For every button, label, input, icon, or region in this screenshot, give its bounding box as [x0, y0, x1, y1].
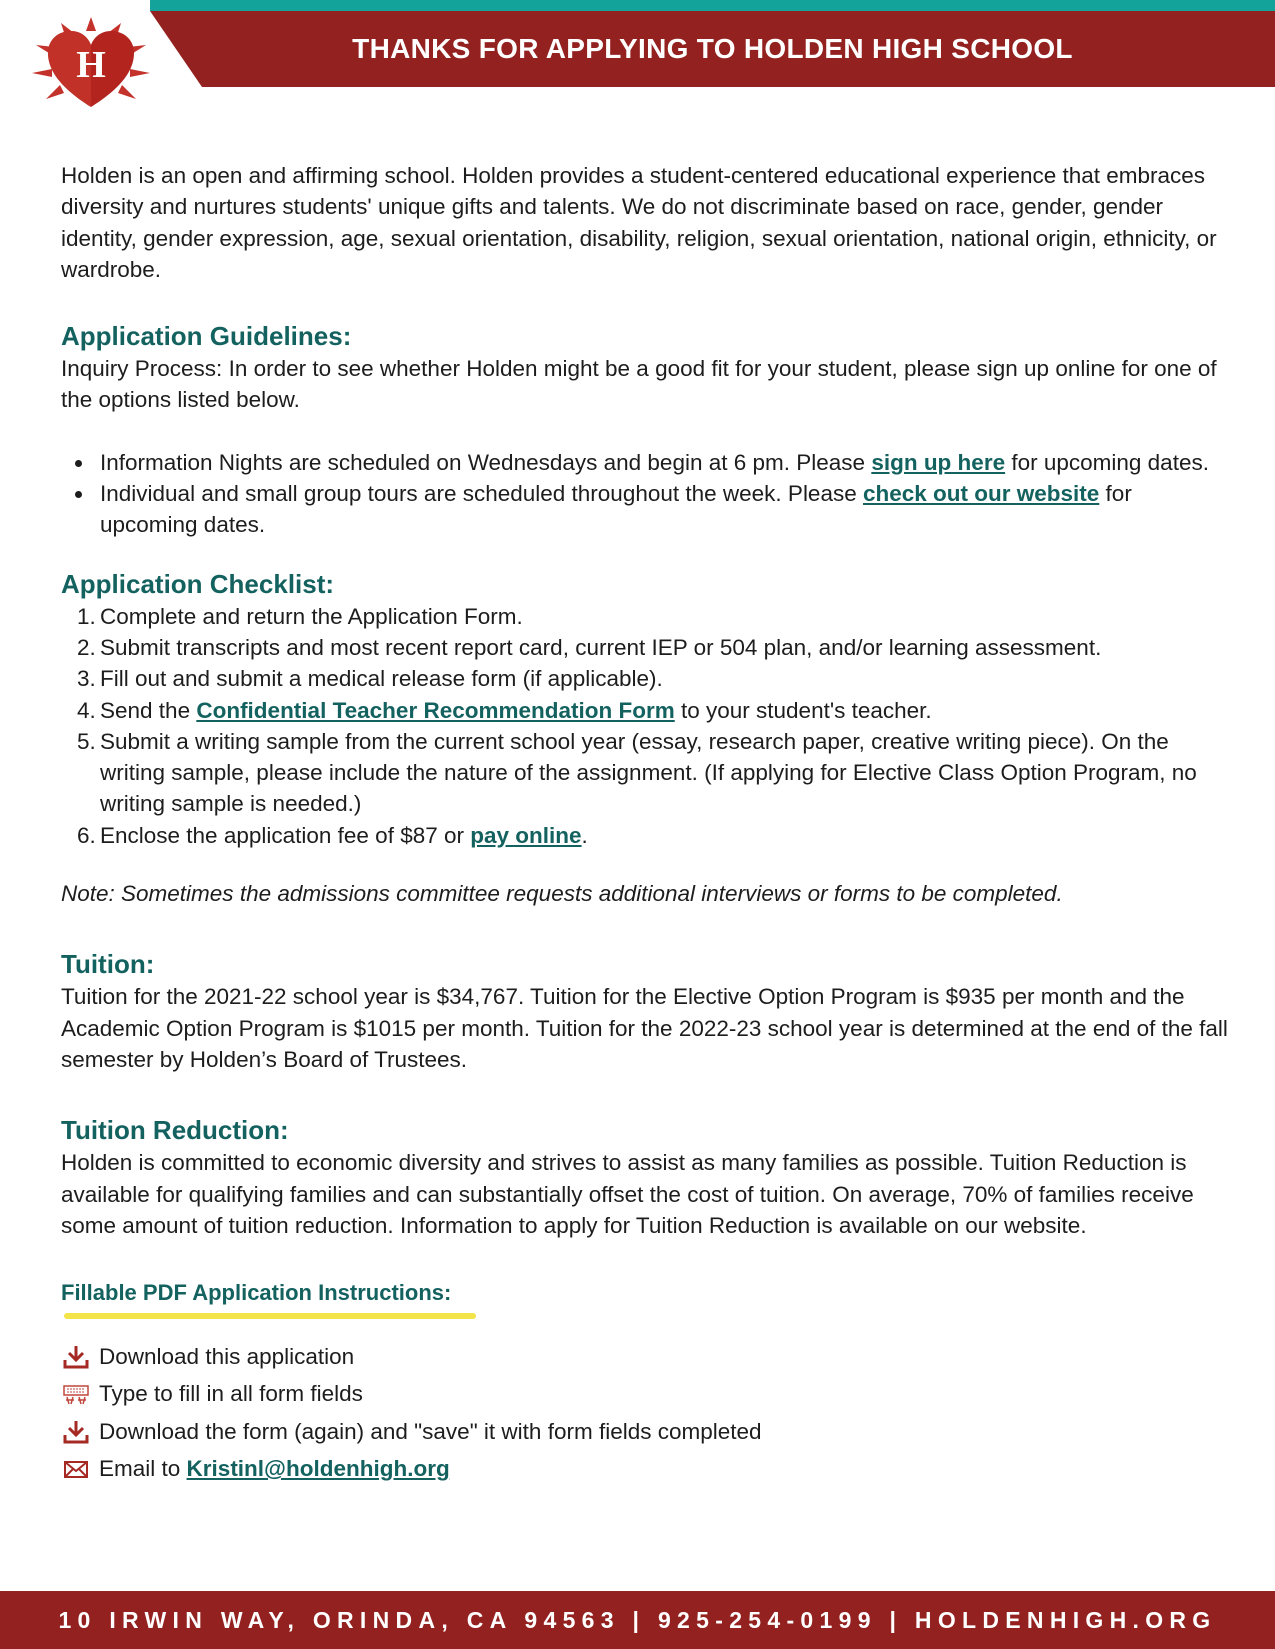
list-item: Download the form (again) and "save" it with form fields completed — [61, 1413, 1231, 1451]
list-item: Individual and small group tours are scheduled throughout the week. Please check out our website for upcoming dates. — [61, 478, 1231, 541]
list-item: Email to Kristinl@holdenhigh.org — [61, 1451, 1231, 1489]
teacher-recommendation-link[interactable]: Confidential Teacher Recommendation Form — [196, 697, 675, 723]
pay-online-link[interactable]: pay online — [470, 822, 582, 848]
footer-contact: 10 IRWIN WAY, ORINDA, CA 94563 | 925-254-0199 | HOLDENHIGH.ORG — [0, 1591, 1275, 1649]
instructions-steps — [61, 1338, 1231, 1488]
website-link[interactable]: check out our website — [862, 481, 1100, 507]
reduction-heading: Tuition Reduction: — [61, 1115, 289, 1146]
highlight-underline — [64, 1313, 476, 1319]
list-item: 3. Fill out and submit a medical release form (if applicable). — [77, 666, 663, 692]
bullet-icon — [75, 460, 82, 467]
list-item: 4. Send the Confidential Teacher Recommendation Form to your student's teacher. — [77, 697, 932, 723]
header-accent-strip — [150, 0, 1275, 11]
intro-paragraph: Holden is an open and affirming school. Holden provides a student-centered educational experience that embraces diversity and nurtures students' unique gifts and talents. We do not discriminate based on race, gender, gender identity, gender expression, age, sexual orientation, disability, religion, sexual orientation, national origin, ethnicity, or wardrobe. — [61, 163, 1217, 282]
keyboard-icon — [61, 1379, 91, 1409]
school-logo — [26, 15, 156, 115]
list-item: 5. Submit a writing sample from the current school year (essay, research paper, creative writing piece). On the writing sample, please include the nature of the assignment. (If applying for Elective Class Option Program, no writing sample is needed.) — [77, 728, 1197, 817]
guidelines-text: Inquiry Process: In order to see whether Holden might be a good fit for your student, please sign up online for one of the options listed below. — [61, 356, 1217, 413]
reduction-text: Holden is committed to economic diversity and strives to assist as many families as possible. Tuition Reduction is available for qualifying families and can substantially offset the cost of tuition. On average, 70% of families receive some amount of tuition reduction. Information to apply for Tuition Reduction is available on our website. — [61, 1150, 1194, 1238]
envelope-icon — [61, 1454, 91, 1484]
download-icon — [61, 1342, 91, 1372]
email-link[interactable]: Kristinl@holdenhigh.org — [186, 1456, 450, 1482]
page-title: THANKS FOR APPLYING TO HOLDEN HIGH SCHOOL — [352, 33, 1073, 64]
list-item: Type to fill in all form fields — [61, 1376, 1231, 1414]
tuition-heading: Tuition: — [61, 949, 155, 980]
list-item: 6. Enclose the application fee of $87 or pay online. — [77, 822, 588, 848]
checklist-list — [61, 601, 1231, 851]
instructions-heading: Fillable PDF Application Instructions: — [61, 1280, 452, 1306]
list-item: 1. Complete and return the Application Form. — [77, 603, 523, 629]
sign-up-link[interactable]: sign up here — [871, 449, 1006, 475]
guidelines-list — [61, 447, 1231, 541]
guidelines-heading: Application Guidelines: — [61, 321, 352, 352]
checklist-note: Note: Sometimes the admissions committee requests additional interviews or forms to be completed. — [61, 881, 1063, 907]
list-item: Information Nights are scheduled on Wednesdays and begin at 6 pm. Please sign up here for upcoming dates. — [61, 447, 1231, 478]
logo-letter: H — [76, 44, 106, 86]
tuition-text: Tuition for the 2021-22 school year is $34,767. Tuition for the Elective Option Program is $935 per month and the Academic Option Program is $1015 per month. Tuition for the 2022-23 school year is determined at the end of the fall semester by Holden’s Board of Trustees. — [61, 984, 1228, 1072]
checklist-heading: Application Checklist: — [61, 568, 335, 599]
list-item: 2. Submit transcripts and most recent report card, current IEP or 504 plan, and/or learning assessment. — [77, 634, 1102, 660]
main-content — [61, 160, 1231, 1488]
download-icon — [61, 1417, 91, 1447]
bullet-icon — [75, 491, 82, 498]
list-item: Download this application — [61, 1338, 1231, 1376]
